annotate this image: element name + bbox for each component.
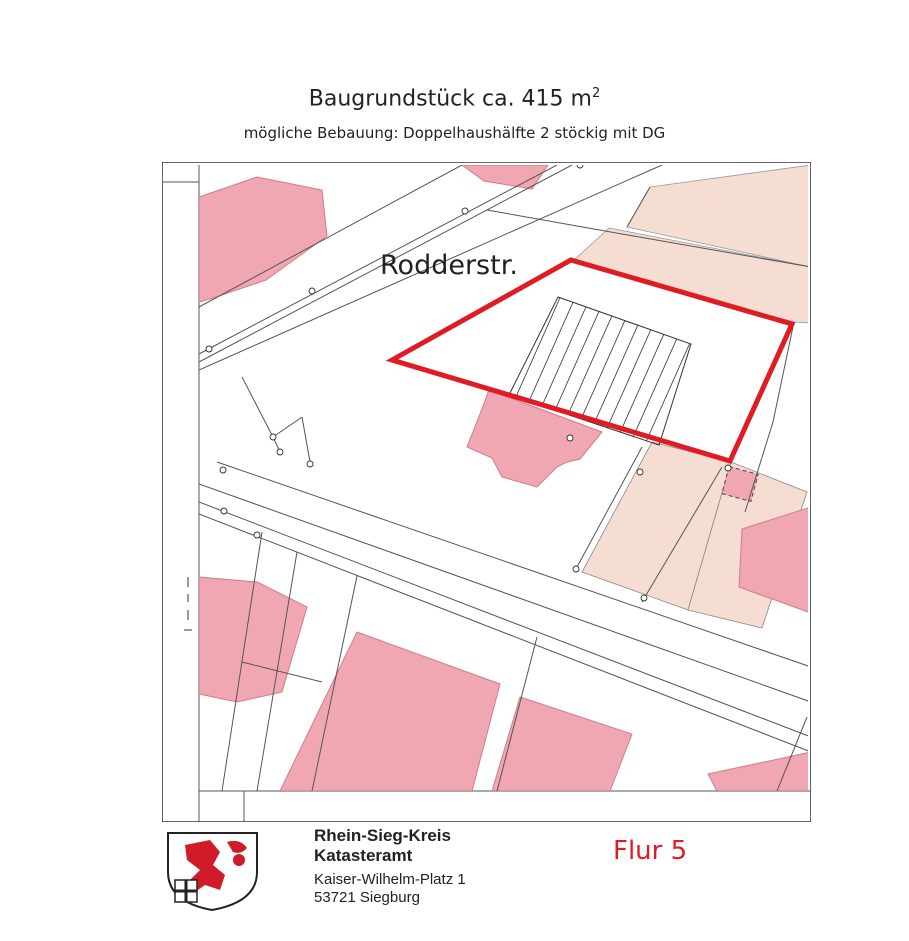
map-canvas: [162, 162, 811, 822]
address-line-2: 53721 Siegburg: [314, 889, 420, 906]
title-superscript: 2: [591, 86, 601, 101]
coat-of-arms-icon: [165, 830, 260, 916]
org-name-line-1: Rhein-Sieg-Kreis: [314, 826, 451, 845]
street-label: Rodderstr.: [380, 250, 518, 281]
org-address: [314, 871, 466, 907]
title-text: Baugrundstück ca. 415 m: [308, 86, 592, 112]
cadastral-map[interactable]: [162, 162, 811, 822]
page-title: [0, 86, 909, 111]
org-name: [314, 826, 451, 866]
page-subtitle: mögliche Bebauung: Doppelhaushälfte 2 stöckig mit DG: [243, 124, 666, 142]
address-line-1: Kaiser-Wilhelm-Platz 1: [314, 871, 466, 888]
flur-label: Flur 5: [613, 836, 688, 866]
org-name-line-2: Katasteramt: [314, 846, 413, 865]
